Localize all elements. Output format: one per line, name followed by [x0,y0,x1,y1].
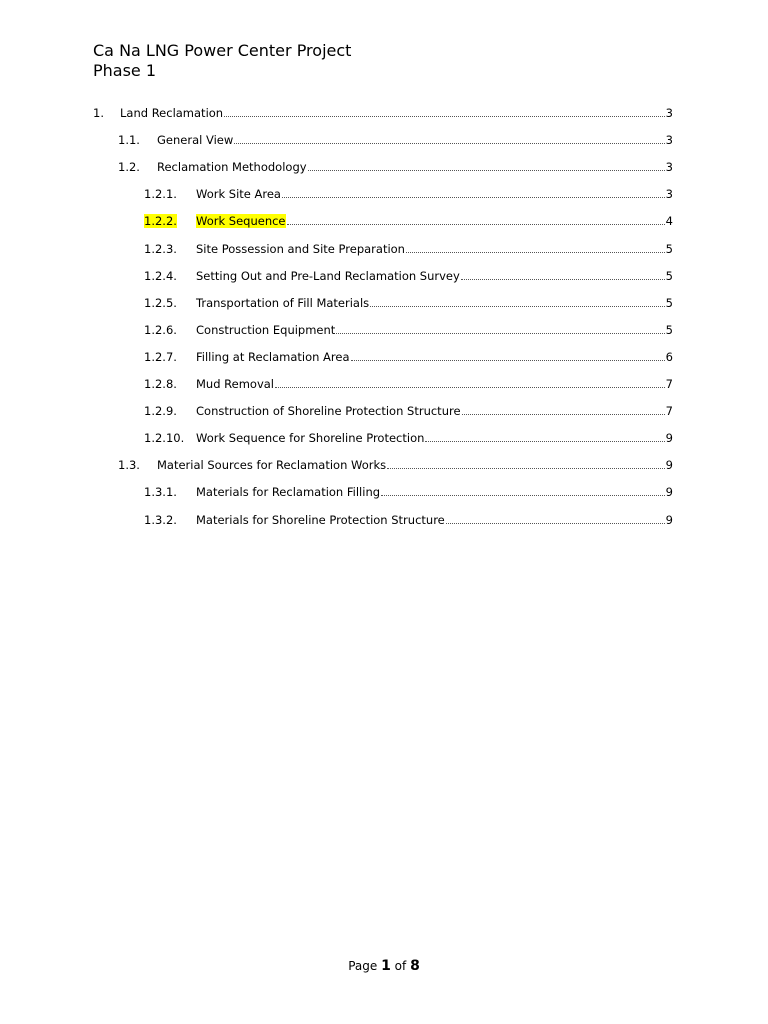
toc-entry[interactable] [144,294,673,310]
footer-page-word: Page [348,959,378,973]
toc-entry-number: 1.2. [118,160,140,175]
toc-entry[interactable] [144,185,673,201]
toc-entry-page: 9 [665,512,673,527]
toc-entry-title: Construction of Shoreline Protection Structure [196,404,461,419]
toc-entry-title: Material Sources for Reclamation Works [157,458,387,473]
toc-entry-number: 1.3.1. [144,485,177,500]
title-line-1: Ca Na LNG Power Center Project [93,41,352,60]
toc-entry-title: Work Sequence [196,214,286,229]
toc-entry[interactable] [144,429,673,445]
toc-entry-page: 4 [665,214,673,229]
toc-dot-leader [406,252,665,253]
toc-dot-leader [370,306,665,307]
toc-entry-number: 1.2.8. [144,377,177,391]
toc-entry-number: 1.2.3. [144,241,177,256]
toc-entry-number: 1.2.7. [144,349,177,364]
toc-entry[interactable] [144,483,673,499]
toc-entry-page: 3 [665,160,673,175]
toc-entry-page: 3 [665,106,673,120]
toc-entry[interactable] [144,321,673,337]
toc-entry-page: 5 [665,268,673,283]
toc-entry-title: General View [157,133,234,148]
toc-entry-page: 3 [665,187,673,202]
footer-of-word: of [394,959,407,973]
toc-dot-leader [462,414,665,415]
toc-entry-number: 1.2.6. [144,322,177,337]
toc-entry[interactable] [144,511,673,527]
toc-entry-page: 5 [665,241,673,256]
toc-entry-title: Setting Out and Pre-Land Reclamation Survey [196,268,460,283]
toc-dot-leader [381,495,665,496]
toc-entry[interactable] [118,158,673,174]
toc-dot-leader [282,197,665,198]
toc-entry-title: Work Site Area [196,187,281,202]
toc-entry-title: Transportation of Fill Materials [196,295,370,310]
toc-entry-number: 1.2.5. [144,295,177,310]
toc-dot-leader [351,360,665,361]
toc-entry[interactable] [93,104,673,120]
toc-entry-page: 3 [665,133,673,148]
toc-entry-page: 5 [665,295,673,310]
toc-dot-leader [224,116,665,117]
toc-entry-title: Filling at Reclamation Area [196,349,350,364]
toc-dot-leader [425,441,664,442]
toc-entry[interactable] [118,456,673,472]
toc-entry-number: 1.2.10. [144,431,185,446]
toc-entry[interactable] [144,267,673,283]
toc-dot-leader [275,387,665,388]
toc-entry-page: 7 [665,404,673,419]
toc-entry-number-text: 1.2.2. [144,214,177,229]
toc-entry-number [144,214,196,228]
toc-entry-title: Construction Equipment [196,322,336,337]
toc-dot-leader [234,143,664,144]
footer-total-pages: 8 [410,958,420,974]
toc-entry-number: 1.1. [118,133,140,148]
toc-entry[interactable] [144,212,673,228]
toc-entry-page: 9 [665,431,673,446]
toc-entry[interactable] [144,375,673,391]
toc-entry-title: Work Sequence for Shoreline Protection [196,431,425,446]
toc-entry-page: 9 [665,458,673,473]
toc-entry-title: Mud Removal [196,377,275,391]
toc-entry-title: Materials for Reclamation Filling [196,485,381,500]
toc-entry-number: 1.2.1. [144,187,177,202]
title-line-2: Phase 1 [93,61,157,80]
toc-entry-title: Reclamation Methodology [157,160,307,175]
toc-entry[interactable] [144,240,673,256]
toc-entry-page: 7 [665,377,673,391]
toc-entry-number: 1.3. [118,458,140,473]
toc-dot-leader [446,523,665,524]
toc-entry-number: 1. [93,106,104,120]
toc-entry[interactable] [118,131,673,147]
toc-entry-title: Site Possession and Site Preparation [196,241,405,256]
toc-entry[interactable] [144,402,673,418]
toc-entry-number: 1.3.2. [144,512,177,527]
toc-entry-number: 1.2.4. [144,268,177,283]
toc-entry[interactable] [144,348,673,364]
toc-dot-leader [336,333,664,334]
toc-entry-page: 5 [665,322,673,337]
page-footer [0,957,768,975]
toc-entry-title: Land Reclamation [120,106,224,120]
toc-entry-page: 9 [665,485,673,500]
toc-entry-title: Materials for Shoreline Protection Structure [196,512,445,527]
toc-entry-number: 1.2.9. [144,404,177,419]
toc-entry-page: 6 [665,349,673,364]
toc-dot-leader [287,224,665,225]
toc-dot-leader [387,468,665,469]
toc-dot-leader [308,170,665,171]
toc-dot-leader [461,279,665,280]
document-title [93,41,351,81]
footer-current-page: 1 [381,958,391,974]
